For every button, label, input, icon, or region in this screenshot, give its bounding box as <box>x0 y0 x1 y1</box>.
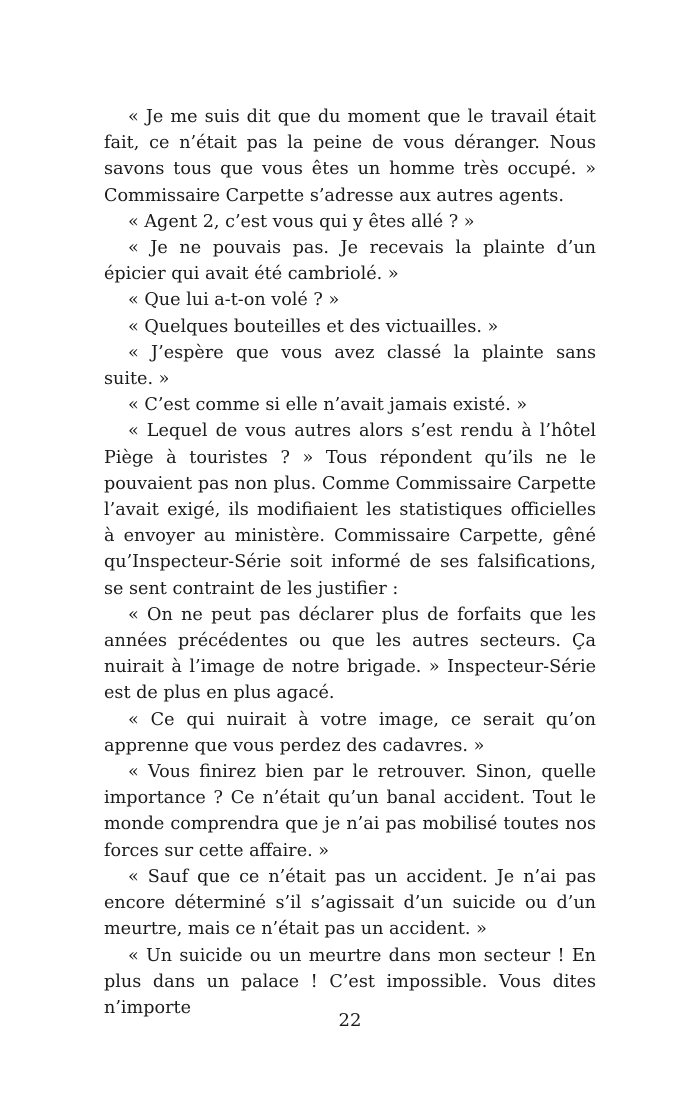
paragraph: « C’est comme si elle n’avait jamais existé. » <box>128 395 528 416</box>
page-body <box>104 104 596 1021</box>
paragraph: « Vous finirez bien par le retrouver. Sinon, quelle importance ? Ce n’était qu’un banal accident. Tout le monde comprendra que je n’ai pas mobilisé toutes nos forces sur cette affaire. » <box>104 762 596 861</box>
paragraph: « Agent 2, c’est vous qui y êtes allé ? » <box>128 211 475 232</box>
paragraph: « Que lui a-t-on volé ? » <box>128 290 340 311</box>
paragraph: « J’espère que vous avez classé la plainte sans suite. » <box>104 342 596 390</box>
paragraph: « Sauf que ce n’était pas un accident. Je n’ai pas encore déterminé s’il s’agissait d’un suicide ou d’un meurtre, mais ce n’était pas un accident. » <box>104 866 596 940</box>
paragraph: « Un suicide ou un meurtre dans mon secteur ! En plus dans un palace ! C’est impossible. Vous dites n’importe <box>104 945 596 1018</box>
page-number: 22 <box>338 1010 362 1031</box>
paragraph: « Ce qui nuirait à votre image, ce serait qu’on apprenne que vous perdez des cadavres. » <box>104 709 596 756</box>
paragraph: « Je ne pouvais pas. Je recevais la plainte d’un épicier qui avait été cambriolé. » <box>104 238 596 285</box>
paragraph: « On ne peut pas déclarer plus de forfaits que les années précédentes ou que les autres secteurs. Ça nuirait à l’image de notre brigade. » Inspecteur-Série est de plus en plus agacé. <box>104 604 596 704</box>
paragraph: « Lequel de vous autres alors s’est rendu à l’hôtel Piège à touristes ? » Tous répondent qu’ils ne le pouvaient pas non plus. Comme Commissaire Carpette l’avait exigé, ils modifiaient les statistiques officielles à envoyer au ministère. Commissaire Carpette, gêné qu’Inspecteur-Série soit informé de ses falsifications, se sent contraint de les justifier : <box>104 421 596 599</box>
paragraph: « Quelques bouteilles et des victuailles. » <box>128 316 499 337</box>
paragraph: « Je me suis dit que du moment que le travail était fait, ce n’était pas la peine de vous déranger. Nous savons tous que vous êtes un homme très occupé. » Commissaire Carpette s’adresse aux autres agents. <box>104 107 596 206</box>
